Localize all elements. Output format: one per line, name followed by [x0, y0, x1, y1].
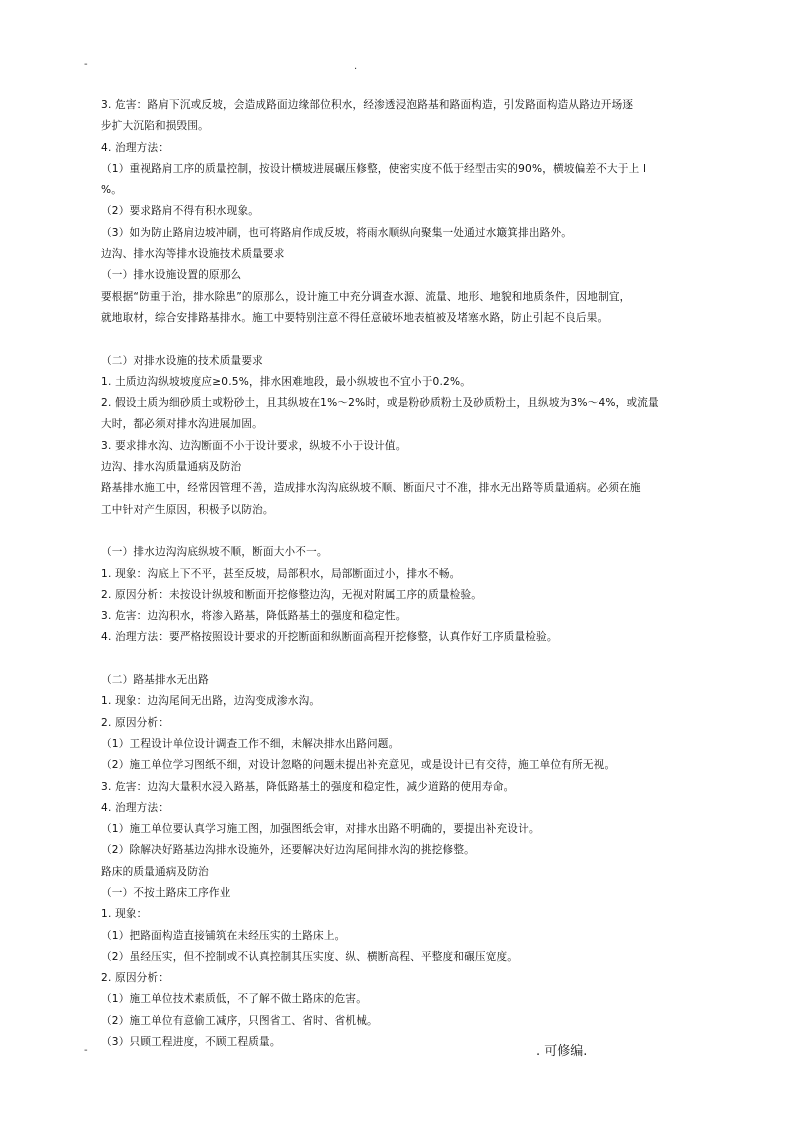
- blank-line: [101, 329, 697, 350]
- footer-dash: -: [84, 1045, 88, 1056]
- text-line: 3. 危害：边沟积水，将渗入路基，降低路基土的强度和稳定性。: [101, 610, 407, 623]
- text-line: （1）施工单位技术素质低，不了解不做土路床的危害。: [101, 993, 367, 1006]
- blank-line: [101, 521, 697, 542]
- text-line: 4. 治理方法：: [101, 801, 170, 814]
- text-line: %。: [101, 184, 123, 197]
- text-line: （2）要求路肩不得有积水现象。: [101, 205, 260, 218]
- text-line: 边沟、排水沟等排水设施技术质量要求: [101, 248, 285, 261]
- text-line: （3）只顾工程进度，不顾工程质量。: [101, 1036, 281, 1049]
- text-line: 边沟、排水沟质量通病及防治: [101, 461, 242, 474]
- text-line: （二）路基排水无出路: [101, 674, 209, 687]
- text-line: 2. 原因分析：未按设计纵坡和断面开挖修整边沟，无视对附属工序的质量检验。: [101, 588, 483, 601]
- text-line: 1. 土质边沟纵坡坡度应≥0.5%，排水困难地段，最小纵坡也不宜小于0.2%。: [101, 375, 472, 388]
- text-line: 要根据“防重于治，排水除患”的原那么，设计施工中充分调查水源、流量、地形、地貌和地质条件，因地制宜，: [101, 290, 631, 303]
- text-line: 3. 要求排水沟、边沟断面不小于设计要求，纵坡不小于设计值。: [101, 439, 407, 452]
- text-line: 大时，都必须对排水沟进展加固。: [101, 418, 263, 431]
- text-line: （一）不按土路床工序作业: [101, 886, 231, 899]
- text-line: （2）除解决好路基边沟排水设施外，还要解决好边沟尾间排水沟的挑挖修整。: [101, 844, 475, 857]
- text-line: 2. 原因分析：: [101, 972, 170, 985]
- text-line: 就地取材，综合安排路基排水。施工中要特别注意不得任意破坏地表植被及堵塞水路，防止引起不良后果。: [101, 311, 609, 324]
- text-line: 2. 假设土质为细砂质土或粉砂土，且其纵坡在1%～2%时，或是粉砂质粉土及砂质粉土，且纵坡为3%～4%，或流量: [101, 397, 659, 410]
- text-line: 4. 治理方法：要严格按照设计要求的开挖断面和纵断面高程开挖修整，认真作好工序质量检验。: [101, 631, 558, 644]
- text-line: 3. 危害：边沟大量积水浸入路基，降低路基土的强度和稳定性，减少道路的使用寿命。: [101, 780, 515, 793]
- text-line: （1）重视路肩工序的质量控制，按设计横坡进展碾压修整，使密实度不低于经型击实的90%，横坡偏差不大于上 l: [101, 162, 647, 175]
- text-line: （3）如为防止路肩边坡冲刷，也可将路肩作成反坡，将雨水顺纵向聚集一处通过水簸箕排出路外。: [101, 226, 573, 239]
- text-line: （1）施工单位要认真学习施工图，加强图纸会审，对排水出路不明确的，要提出补充设计。: [101, 823, 540, 836]
- text-line: （二）对排水设施的技术质量要求: [101, 354, 263, 367]
- footer-editable-note: . 可修编.: [536, 1044, 588, 1059]
- text-line: 4. 治理方法：: [101, 141, 170, 154]
- text-line: （2）施工单位有意偷工减序，只图省工、省时、省机械。: [101, 1014, 378, 1027]
- text-line: 1. 现象：边沟尾间无出路，边沟变成渗水沟。: [101, 695, 321, 708]
- text-line: 路基排水施工中，经常因管理不善，造成排水沟沟底纵坡不顺、断面尺寸不准，排水无出路等质量通病。必须在施: [101, 482, 641, 495]
- text-line: （2）施工单位学习图纸不细，对设计忽略的问题未提出补充意见，或是设计已有交待，施工单位有所无视。: [101, 759, 616, 772]
- text-line: （一）排水设施设置的原那么: [101, 269, 242, 282]
- text-line: 2. 原因分析：: [101, 716, 170, 729]
- text-line: （1）把路面构造直接铺筑在未经压实的土路床上。: [101, 929, 346, 942]
- text-line: 1. 现象：: [101, 908, 148, 921]
- text-line: 工中针对产生原因，积极予以防治。: [101, 503, 274, 516]
- header-dash: -: [84, 59, 88, 70]
- text-line: 步扩大沉陷和损毁围。: [101, 120, 209, 133]
- document-body: [101, 95, 697, 1053]
- text-line: 路床的质量通病及防治: [101, 865, 209, 878]
- text-line: （2）虽经压实，但不控制或不认真控制其压实度、纵、横断高程、平整度和碾压宽度。: [101, 950, 519, 963]
- text-line: （1）工程设计单位设计调查工作不细，未解决排水出路问题。: [101, 737, 400, 750]
- blank-line: [101, 649, 697, 670]
- header-dot: .: [354, 61, 358, 72]
- text-line: 1. 现象：沟底上下不平，甚至反坡，局部积水，局部断面过小，排水不畅。: [101, 567, 461, 580]
- text-line: 3. 危害：路肩下沉或反坡，会造成路面边缘部位积水，经渗透浸泡路基和路面构造，引发路面构造从路边开场逐: [101, 99, 634, 111]
- text-line: （一）排水边沟沟底纵坡不顺，断面大小不一。: [101, 546, 328, 559]
